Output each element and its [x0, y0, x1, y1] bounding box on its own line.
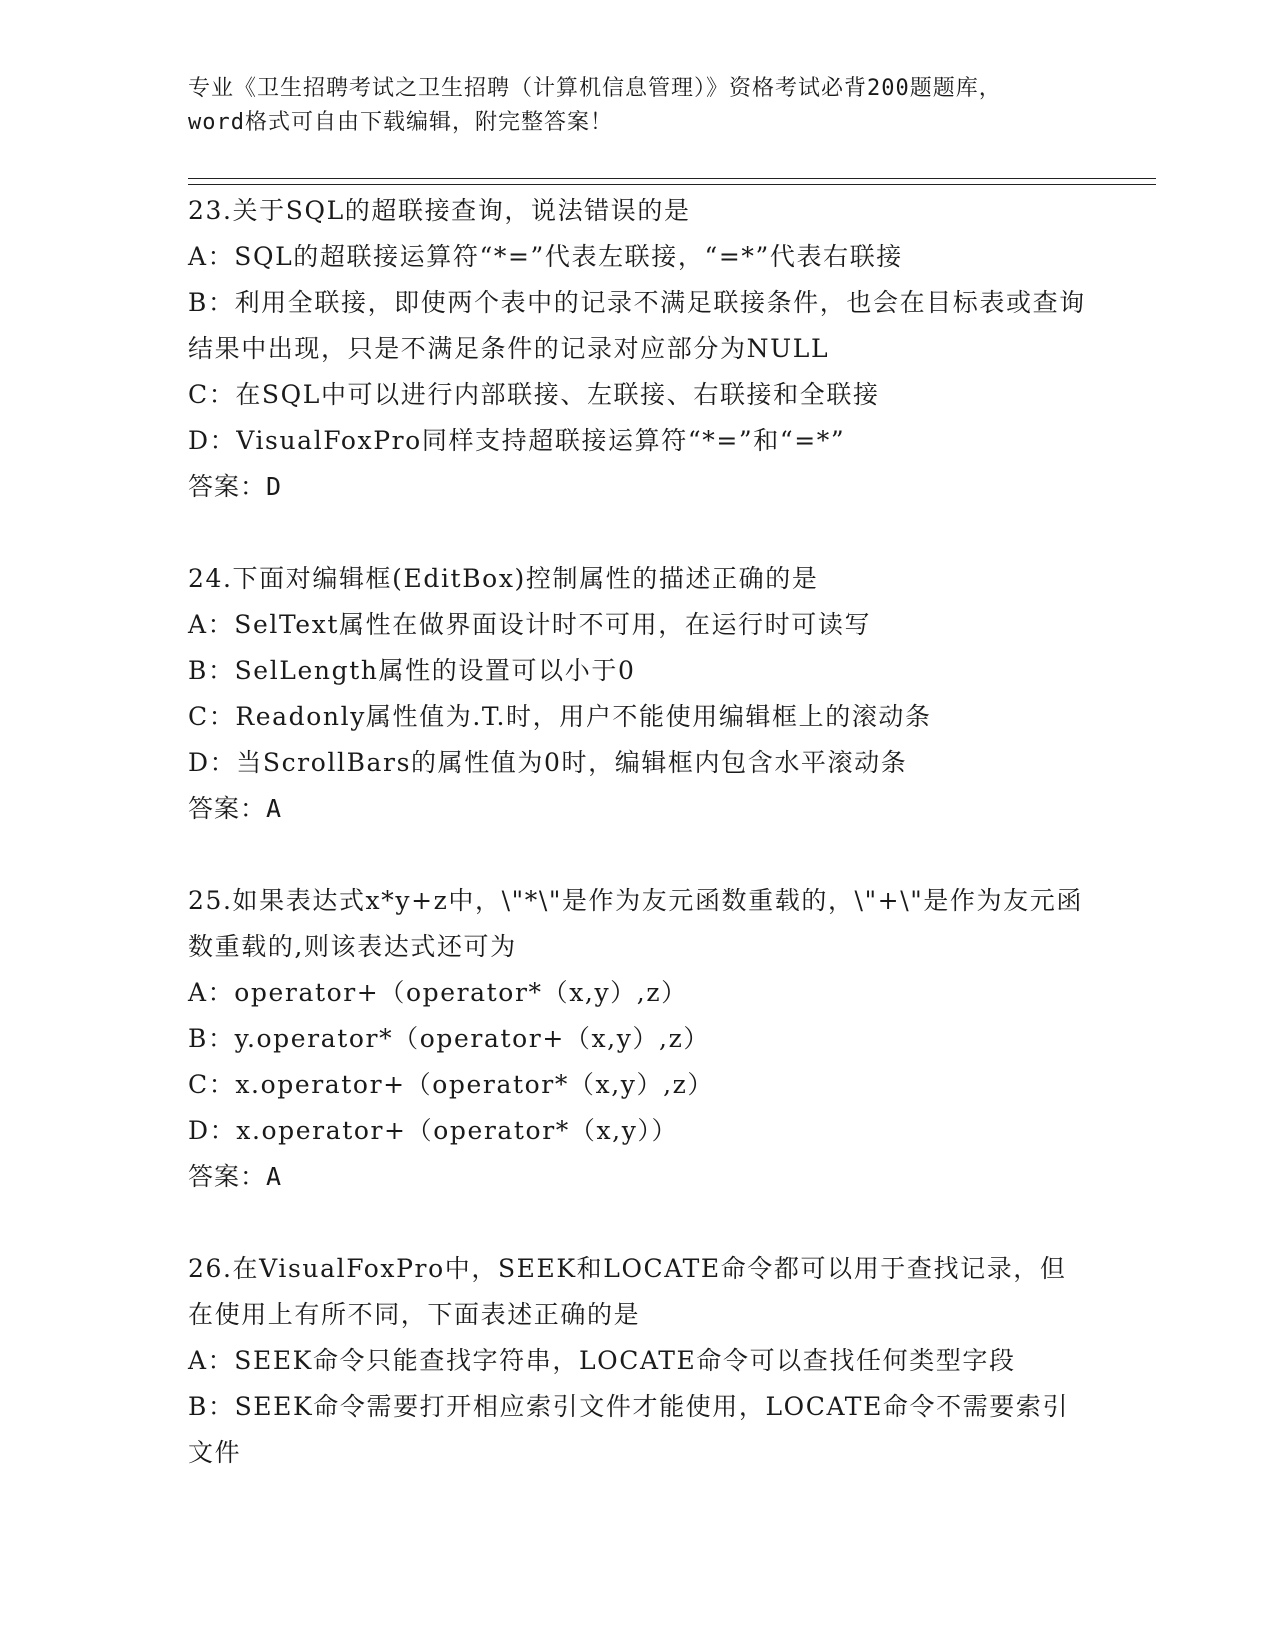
option-b: B：y.operator*（operator+（x,y）,z）	[188, 1024, 710, 1053]
option-b: B：利用全联接，即使两个表中的记录不满足联接条件，也会在目标表或查询结果中出现，只是不满足条件的记录对应部分为NULL	[188, 288, 1086, 363]
option-d: D：x.operator+（operator*（x,y））	[188, 1116, 679, 1145]
document-header	[188, 72, 1088, 140]
option-a: A：SEEK命令只能查找字符串，LOCATE命令可以查找任何类型字段	[188, 1346, 1016, 1375]
option-c: C：Readonly属性值为.T.时，用户不能使用编辑框上的滚动条	[188, 702, 932, 731]
header-divider-bottom	[188, 184, 1156, 185]
question-24	[188, 556, 1088, 832]
question-list	[188, 188, 1088, 1522]
question-23	[188, 188, 1088, 510]
option-c: C：在SQL中可以进行内部联接、左联接、右联接和全联接	[188, 380, 880, 409]
option-d: D：VisualFoxPro同样支持超联接运算符“*=”和“=*”	[188, 426, 846, 455]
answer-line: 答案：A	[188, 794, 283, 823]
header-title-line-1: 专业《卫生招聘考试之卫生招聘（计算机信息管理）》资格考试必背200题题库，	[188, 76, 1002, 101]
question-25	[188, 878, 1088, 1200]
option-a: A：SelText属性在做界面设计时不可用，在运行时可读写	[188, 610, 872, 639]
question-stem: 25.如果表达式x*y+z中，\"*\"是作为友元函数重载的，\"+\"是作为友元函数重载的,则该表达式还可为	[188, 886, 1083, 961]
question-stem: 23.关于SQL的超联接查询，说法错误的是	[188, 196, 691, 225]
question-stem: 26.在VisualFoxPro中，SEEK和LOCATE命令都可以用于查找记录，但在使用上有所不同，下面表述正确的是	[188, 1254, 1067, 1329]
option-b: B：SelLength属性的设置可以小于0	[188, 656, 636, 685]
option-c: C：x.operator+（operator*（x,y）,z）	[188, 1070, 715, 1099]
question-stem: 24.下面对编辑框(EditBox)控制属性的描述正确的是	[188, 564, 819, 593]
option-a: A：operator+（operator*（x,y）,z）	[188, 978, 688, 1007]
option-a: A：SQL的超联接运算符“*=”代表左联接，“=*”代表右联接	[188, 242, 903, 271]
answer-line: 答案：D	[188, 472, 283, 501]
option-d: D：当ScrollBars的属性值为0时，编辑框内包含水平滚动条	[188, 748, 908, 777]
option-b: B：SEEK命令需要打开相应索引文件才能使用，LOCATE命令不需要索引文件	[188, 1392, 1070, 1467]
answer-line: 答案：A	[188, 1162, 283, 1191]
question-26	[188, 1246, 1088, 1476]
header-title-line-2: word格式可自由下载编辑，附完整答案！	[188, 110, 613, 135]
header-divider-top	[188, 178, 1156, 179]
